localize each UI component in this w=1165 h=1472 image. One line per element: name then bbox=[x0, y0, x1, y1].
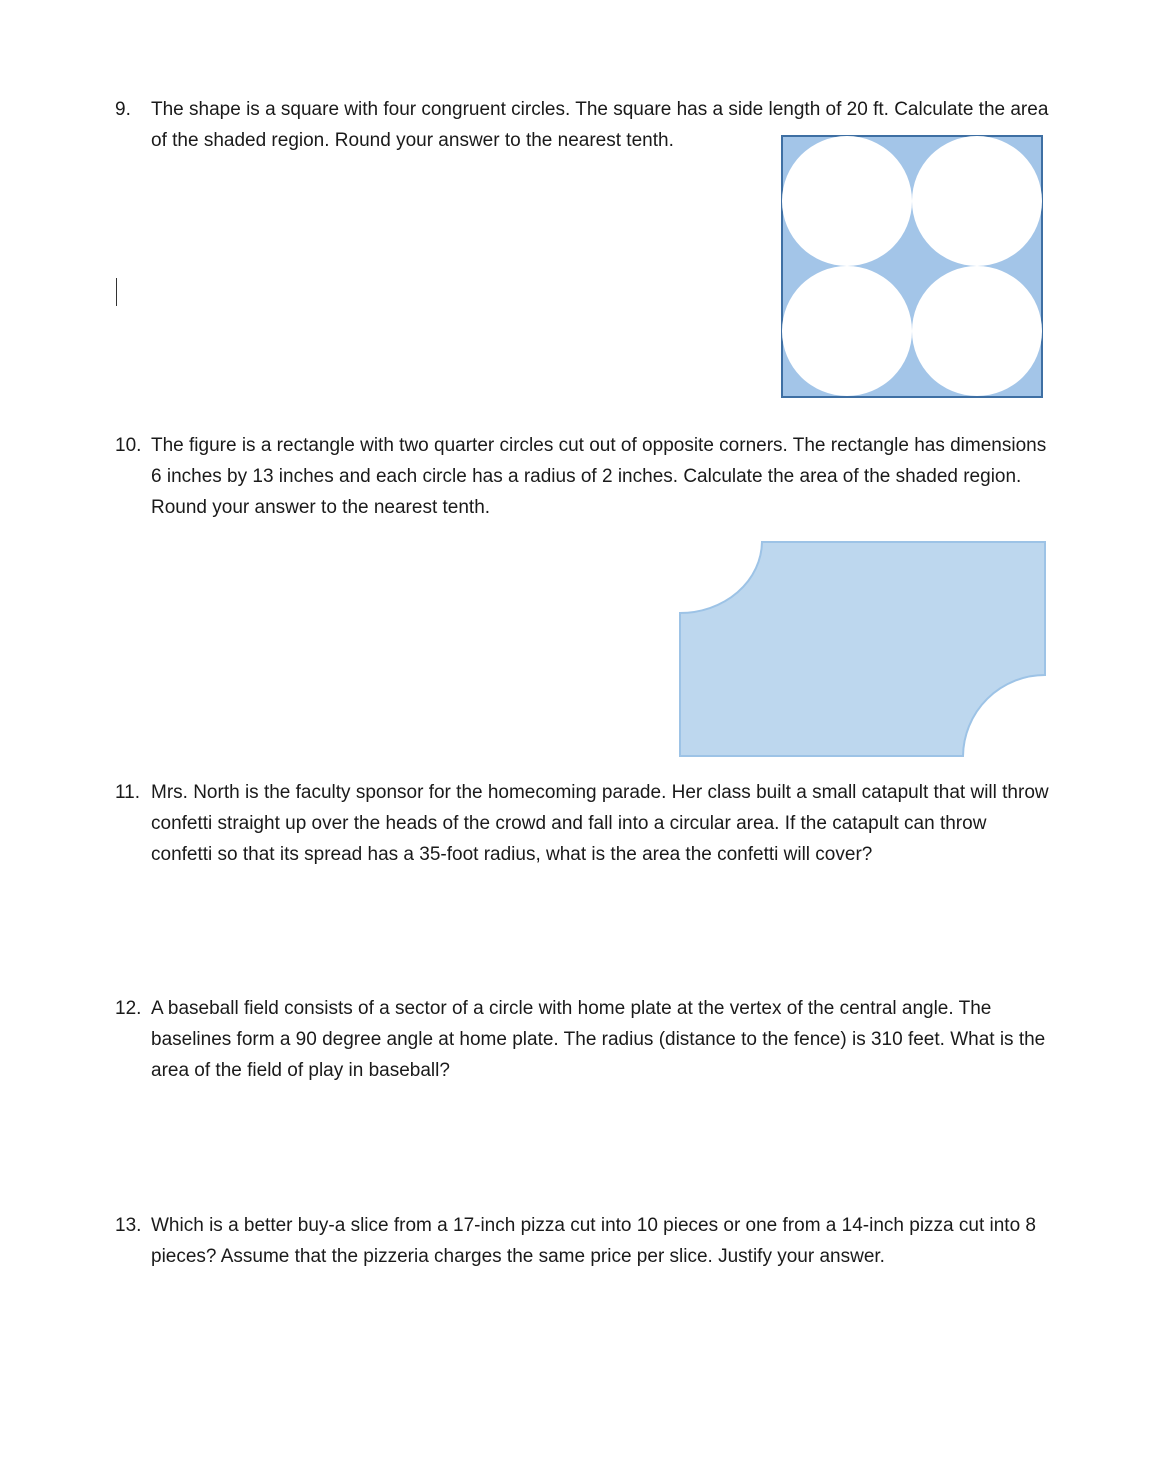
rectangle-shaded-region bbox=[680, 542, 1045, 756]
question-number: 11. bbox=[115, 782, 141, 803]
question-text: Which is a better buy-a slice from a 17-inch pizza cut into 10 pieces or one from a 14-inch pizza cut into 8 pieces? Assume that the pizzeria charges the same price per slice. Justify your answer. bbox=[151, 1215, 1036, 1267]
question-13 bbox=[115, 1210, 1050, 1272]
question-text: The figure is a rectangle with two quarter circles cut out of opposite corners. The rectangle has dimensions 6 inches by 13 inches and each circle has a radius of 2 inches. Calculate the area of the shaded region. Round your answer to the nearest tenth. bbox=[151, 435, 1047, 518]
question-12 bbox=[115, 993, 1050, 1086]
circle-bottom-right bbox=[912, 266, 1042, 396]
question-number: 12. bbox=[115, 998, 142, 1019]
rectangle-with-quarter-circles-figure bbox=[679, 541, 1047, 758]
circle-top-left bbox=[782, 136, 912, 266]
question-11 bbox=[115, 777, 1050, 870]
question-number: 9. bbox=[115, 99, 131, 120]
circle-top-right bbox=[912, 136, 1042, 266]
question-number: 10. bbox=[115, 435, 142, 456]
question-text: A baseball field consists of a sector of a circle with home plate at the vertex of the central angle. The baselines form a 90 degree angle at home plate. The radius (distance to the fence) is 310 feet. What is the area of the field of play in baseball? bbox=[151, 998, 1046, 1081]
question-text: Mrs. North is the faculty sponsor for the homecoming parade. Her class built a small catapult that will throw confetti straight up over the heads of the crowd and fall into a circular area. If the catapult can throw confetti so that its spread has a 35-foot radius, what is the area the confetti will cover? bbox=[151, 782, 1049, 865]
question-number: 13. bbox=[115, 1215, 142, 1236]
text-cursor bbox=[116, 278, 117, 306]
question-10 bbox=[115, 430, 1050, 523]
square-with-four-circles-figure bbox=[781, 135, 1044, 399]
circle-bottom-left bbox=[782, 266, 912, 396]
question-text: The shape is a square with four congruent circles. The square has a side length of 20 ft. Calculate the area of the shaded region. Round your answer to the nearest tenth. bbox=[151, 99, 1049, 151]
